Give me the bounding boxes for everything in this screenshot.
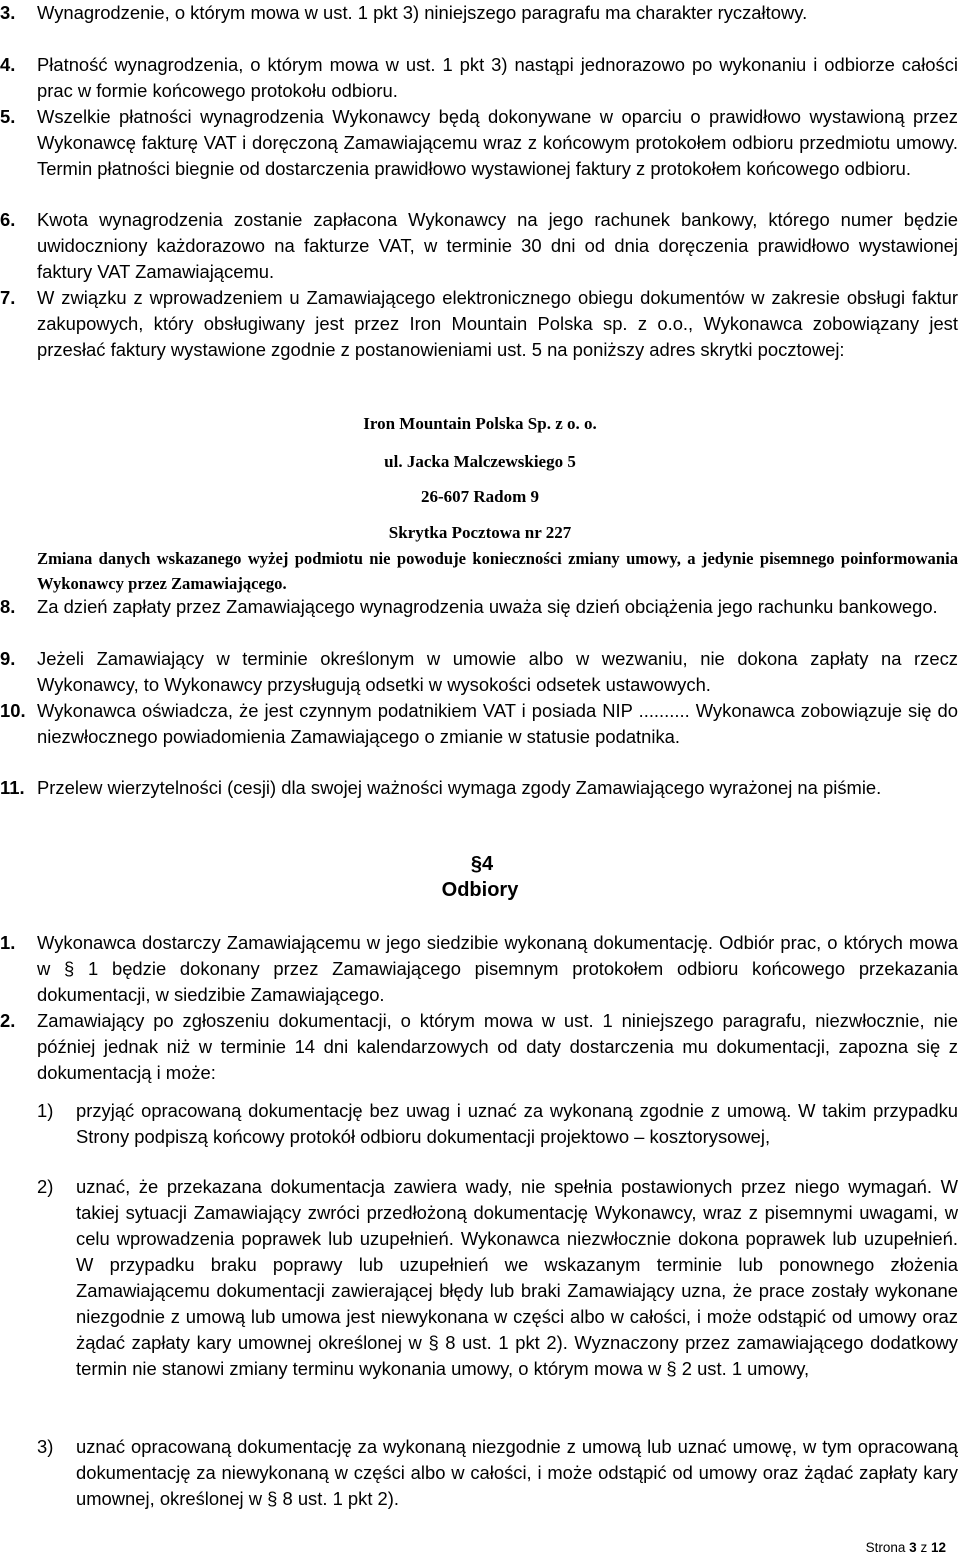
item-number: 8. (0, 596, 16, 617)
item-text: Wykonawca oświadcza, że jest czynnym podatnikiem VAT i posiada NIP .......... Wykonawca zobowiązuje się do niezwłocznego powiadomienia Zamawiającego o zmianie w statusie podatnika. (37, 700, 958, 747)
footer-sep: z (920, 1540, 928, 1555)
paragraph-item-4 (0, 52, 958, 104)
paragraph-item-11 (0, 775, 958, 801)
paragraph-item-8 (0, 594, 958, 620)
item-number: 1. (0, 932, 16, 953)
item-text: Płatność wynagrodzenia, o którym mowa w ust. 1 pkt 3) nastąpi jednorazowo po wykonaniu i odbiorze całości prac w formie końcowego protokołu odbioru. (37, 54, 958, 101)
subpoint-number: 3) (37, 1436, 54, 1457)
footer-label: Strona (865, 1540, 906, 1555)
page-footer (866, 1540, 946, 1555)
paragraph-item-7 (0, 285, 958, 363)
item-number: 6. (0, 209, 16, 230)
item-text: Za dzień zapłaty przez Zamawiającego wynagrodzenia uważa się dzień obciążenia jego rachunku bankowego. (37, 596, 938, 617)
subpoint-3 (37, 1434, 958, 1512)
item-text: Wykonawca dostarczy Zamawiającemu w jego siedzibie wykonaną dokumentację. Odbiór prac, o których mowa w § 1 będzie dokonany przez Zamawiającego pisemnym protokołem odbioru końcowego przekazania dokumentacji, w siedzibie Zamawiającego. (37, 932, 958, 1005)
subpoint-text: przyjąć opracowaną dokumentację bez uwag i uznać za wykonaną zgodnie z umową. W takim przypadku Strony podpiszą końcowy protokół odbioru dokumentacji projektowo – kosztorysowej, (76, 1100, 958, 1147)
paragraph-item-6 (0, 207, 958, 285)
section-number (0, 850, 960, 878)
odbiory-item-2 (0, 1008, 958, 1086)
footer-page: 3 (909, 1540, 917, 1555)
paragraph-sign-icon: § (470, 853, 482, 875)
item-number: 4. (0, 54, 16, 75)
section-title: Odbiory (441, 879, 519, 901)
subpoint-1 (37, 1098, 958, 1150)
item-text: Wynagrodzenie, o którym mowa w ust. 1 pkt 3) niniejszego paragrafu ma charakter ryczałtowy. (37, 2, 808, 23)
paragraph-item-10 (0, 698, 958, 750)
subpoint-number: 1) (37, 1100, 54, 1121)
section-number-value: 4 (482, 853, 494, 875)
item-number: 7. (0, 287, 16, 308)
item-number: 11. (0, 777, 25, 798)
item-number: 2. (0, 1010, 16, 1031)
paragraph-item-5 (0, 104, 958, 182)
footer-total: 12 (930, 1540, 946, 1555)
item-text: Wszelkie płatności wynagrodzenia Wykonawcy będą dokonywane w oparciu o prawidłowo wystawioną przez Wykonawcę fakturę VAT i doręczoną Zamawiającemu wraz z końcowym protokołem odbioru przedmiotu umowy. Termin płatności biegnie od dostarczenia prawidłowo wystawionej faktury z protokołem końcowego odbioru. (37, 106, 958, 179)
subpoint-number: 2) (37, 1176, 54, 1197)
item-text: W związku z wprowadzeniem u Zamawiającego elektronicznego obiegu dokumentów w zakresie obsługi faktur zakupowych, który obsługiwany jest przez Iron Mountain Polska sp. z o.o., Wykonawca zobowiązany jest przesłać faktury wystawione zgodnie z postanowieniami ust. 5 na poniższy adres skrytki pocztowej: (37, 287, 958, 360)
item-text: Przelew wierzytelności (cesji) dla swojej ważności wymaga zgody Zamawiającego wyrażonej na piśmie. (37, 777, 882, 798)
item-number: 5. (0, 106, 16, 127)
paragraph-item-3 (0, 0, 958, 26)
subpoint-text: uznać opracowaną dokumentację za wykonaną niezgodnie z umową lub uznać umowę, w tym opracowaną dokumentację za niewykonaną w części albo w całości, i może odstąpić od umowy oraz żądać zapłaty kary umownej, określonej w § 8 ust. 1 pkt 2). (76, 1436, 958, 1509)
item-text: Zamawiający po zgłoszeniu dokumentacji, o którym mowa w ust. 1 niniejszego paragrafu, niezwłocznie, nie później jednak niż w terminie 14 dni kalendarzowych od daty dostarczenia mu dokumentacji, zapozna się z dokumentacją i może: (37, 1010, 958, 1083)
item-number: 3. (0, 2, 16, 23)
address-line-2: ul. Jacka Malczewskiego 5 (384, 452, 576, 471)
change-note: Zmiana danych wskazanego wyżej podmiotu nie powoduje konieczności zmiany umowy, a jedynie pisemnego poinformowania Wykonawcy przez Zamawiającego. (37, 549, 958, 593)
paragraph-item-9 (0, 646, 958, 698)
item-text: Jeżeli Zamawiający w terminie określonym w umowie albo w wezwaniu, nie dokona zapłaty na rzecz Wykonawcy, to Wykonawcy przysługują odsetki w wysokości odsetek ustawowych. (37, 648, 958, 695)
subpoint-text: uznać, że przekazana dokumentacja zawiera wady, nie spełnia postawionych przez niego wymagań. W takiej sytuacji Zamawiający zwróci przedłożoną dokumentację Wykonawcy, wraz z pisemnymi uwagami, w celu wprowadzenia poprawek lub uzupełnień. Wykonawca niezwłocznie dokona poprawek lub uzupełnień. W przypadku braku poprawy lub uzupełnień we wskazanym terminie lub ponownego złożenia Zamawiającemu dokumentacji zawierającej błędy lub braki Zamawiający uzna, że prace zostały wykonane niezgodnie z umową lub umowa jest niewykonana w części albo w całości, i może odstąpić od umowy oraz żądać zapłaty kary umownej określonej w § 8 ust. 1 pkt 2). Wyznaczony przez zamawiającego dodatkowy termin nie stanowi zmiany terminu wykonania umowy, o którym mowa w § 2 ust. 1 umowy, (76, 1176, 958, 1379)
item-number: 9. (0, 648, 16, 669)
item-text: Kwota wynagrodzenia zostanie zapłacona Wykonawcy na jego rachunek bankowy, którego numer będzie uwidoczniony każdorazowo na fakturze VAT, w terminie 30 dni od dnia doręczenia prawidłowo wystawionej faktury VAT Zamawiającemu. (37, 209, 958, 282)
odbiory-item-1 (0, 930, 958, 1008)
address-line-1: Iron Mountain Polska Sp. z o. o. (363, 414, 597, 433)
address-line-4: Skrytka Pocztowa nr 227 (388, 523, 572, 542)
subpoint-2 (37, 1174, 958, 1382)
address-line-3: 26-607 Radom 9 (420, 487, 540, 506)
item-number: 10. (0, 700, 26, 721)
